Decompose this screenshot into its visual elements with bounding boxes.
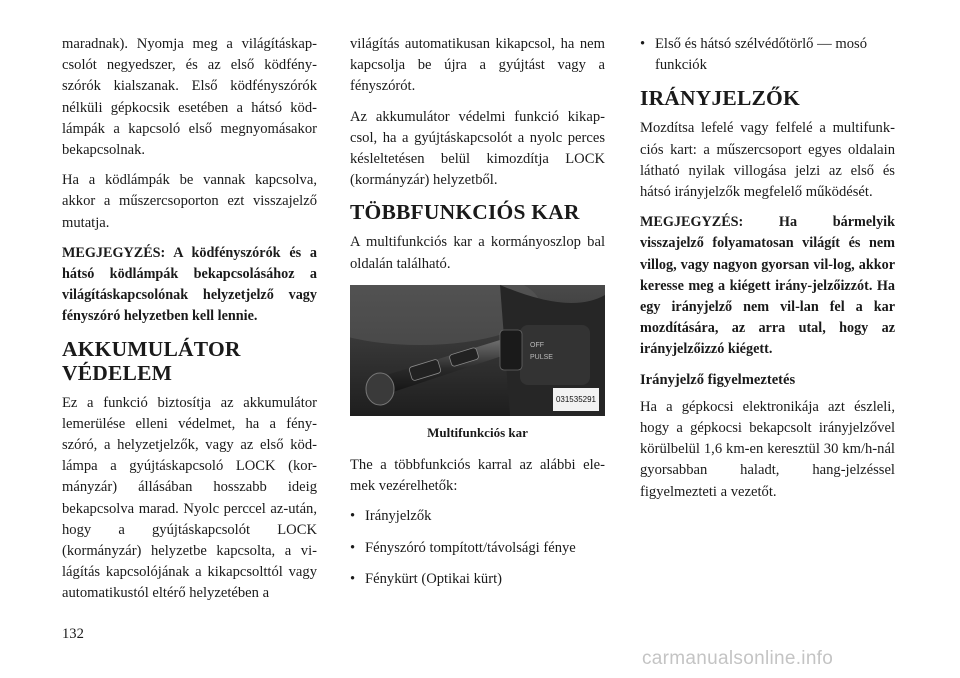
paragraph: maradnak). Nyomja meg a világításkap-csolót negyedszer, és az első ködfény-szórók kialszanak. Első ködfényszórók nélküli gépkocsik esetében a hátsó köd-lámpák a kapcsoló első megnyomásakor bekapcsolnak. — [62, 36, 317, 159]
figure-tag: 031535291 — [553, 388, 599, 411]
function-list-continued — [640, 34, 895, 76]
watermark: carmanualsonline.info — [642, 648, 834, 669]
section-heading-turn-signals: IRÁNYJELZŐK — [640, 86, 800, 111]
paragraph: világítás automatikusan kikapcsol, ha nem kapcsolja be újra a gyújtást vagy a fényszórót. — [350, 36, 605, 95]
list-item: • Fényszóró tompított/távolsági fénye — [350, 538, 605, 559]
list-item: • Első és hátsó szélvédőtörlő — mosó funkciók — [640, 34, 895, 76]
svg-text:OFF: OFF — [530, 341, 544, 349]
paragraph: Az akkumulátor védelmi funkció kikap-csol, ha a gyújtáskapcsolót a nyolc perces késleltetésen belül kimozdítja LOCK (kormányzár) helyzetből. — [350, 108, 605, 189]
paragraph: Ha a ködlámpák be vannak kapcsolva, akkor a műszercsoporton ezt visszajelző mutatja. — [62, 172, 317, 231]
column-3 — [640, 34, 895, 512]
section-heading-multifunction-lever: TÖBBFUNKCIÓS KAR — [350, 200, 580, 225]
heading-line: AKKUMULÁTOR — [62, 336, 241, 361]
list-item: • Irányjelzők — [350, 506, 605, 527]
function-list — [350, 506, 605, 590]
paragraph: The a többfunkciós karral az alábbi ele-mek vezérelhetők: — [350, 457, 605, 495]
page-number: 132 — [62, 626, 84, 642]
note-paragraph: MEGJEGYZÉS: Ha bármelyik visszajelző folyamatosan világít és nem villog, vagy nagyon gyorsan vil-log, akkor keresse meg a kiégett irány-jelzőizzót. Ha egy irányjelző nem vil-lan fel a kar mozdítására, az arra utal, hogy az irányjelzőizzó kiégett. — [640, 214, 895, 358]
paragraph: A multifunkciós kar a kormányoszlop bal oldalán található. — [350, 234, 605, 272]
subheading-turn-signal-warning: Irányjelző figyelmeztetés — [640, 371, 796, 388]
heading-line: VÉDELEM — [62, 360, 173, 385]
svg-text:PULSE: PULSE — [530, 353, 553, 361]
column-1 — [62, 34, 317, 614]
figure-caption: Multifunkciós kar — [427, 424, 528, 440]
paragraph: Mozdítsa lefelé vagy felfelé a multifunk-ciós kart: a műszercsoport egyes oldalain látható nyilak villogása jelzi az első és hátsó irányjelzők megfelelő működését. — [640, 120, 895, 201]
section-heading-battery-protection — [62, 337, 317, 385]
note-paragraph: MEGJEGYZÉS: A ködfényszórók és a hátsó ködlámpák bekapcsolásához a világításkapcsolónak helyzetjelző vagy fényszóró helyzetben kell lennie. — [62, 244, 317, 325]
multifunction-lever-photo — [350, 285, 605, 416]
paragraph: Ha a gépkocsi elektronikája azt észleli, hogy a gépkocsi bekapcsolt irányjelzővel körülbelül 1,6 km-en keresztül 30 km/h-nál gyorsabban haladt, hang-jelzéssel figyelmezteti a vezetőt. — [640, 398, 895, 500]
list-item: • Fénykürt (Optikai kürt) — [350, 569, 605, 590]
column-2 — [350, 34, 605, 600]
paragraph: Ez a funkció biztosítja az akkumulátor lemerülése elleni védelmet, ha a fény-szóró, a helyzetjelzők, vagy az első köd-lámpa a gyújtáskapcsoló LOCK (kor-mányzár) állásában hosszabb ideig bekapcsolva marad. Nyolc perccel az-után, hogy a gyújtáskapcsolót LOCK (kormányzár) helyzetbe kapcsolta, a vi-lágítás kapcsolójának a kikapcsolttól vagy automatikustól eltérő helyzetében a — [62, 394, 317, 602]
